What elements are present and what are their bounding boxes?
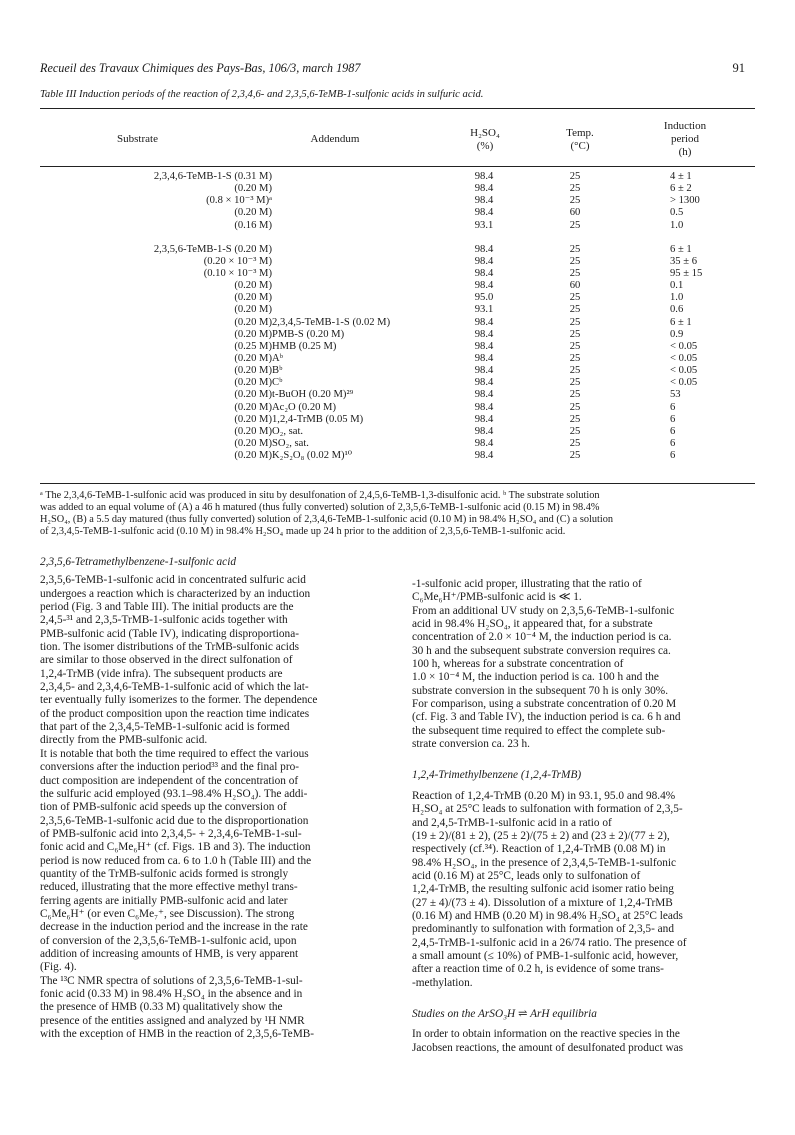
text-line: conversions after the induction period³³ and the final pro- [40,761,299,774]
induction-cell: 6 [670,450,676,462]
induction-cell: 0.1 [670,280,684,292]
col-header-h2so4-label: H₂SO₄ [470,127,500,139]
text-line: tion. The isomer distributions of the TrMB-sulfonic acids [40,641,299,654]
text-line: the presence of HMB (0.33 M) qualitatively show the [40,1001,283,1014]
substrate-cell: (0.16 M) [234,219,272,231]
col-header-addendum: Addendum [310,133,360,145]
text-line: of the product composition upon the reaction time indicates [40,707,310,720]
h2so4-cell: 98.4 [474,195,494,207]
col-header-induction-label: Induction [663,120,707,132]
text-line: respectively (cf.³⁴). Reaction of 1,2,4-TrMB (0.08 M) in [412,843,666,856]
substrate-cell: (0.20 M) [234,450,272,462]
right-paragraph-4 [412,1028,758,1055]
temp-cell: 25 [569,243,581,255]
induction-cell: 6 ± 2 [670,183,692,195]
footnote-line: ᵃ The 2,3,4,6-TeMB-1-sulfonic acid was produced in situ by desulfonation of 2,4,5,6-TeMB-1,3-disulfonic acid. ᵇ The substrate solution [40,490,600,501]
table-bottom-rule [40,483,755,484]
h2so4-cell: 93.1 [474,219,494,231]
addendum-cell: PMB-S (0.20 M) [272,328,345,340]
text-line: H₂SO₄ at 25°C leads to sulfonation with formation of 2,3,5- [412,803,683,816]
addendum-cell: 2,3,4,5-TeMB-1-S (0.02 M) [272,316,391,328]
temp-cell: 25 [569,255,581,267]
text-line: the subsequent time required to effect the complete sub- [412,724,666,737]
h2so4-cell: 98.4 [474,255,494,267]
text-line: (0.16 M) and HMB (0.20 M) in 98.4% H₂SO₄ at 25°C leads [412,909,683,922]
text-line: period (Fig. 3 and Table III). The initial products are the [40,601,294,614]
text-line: 30 h and the subsequent substrate conversion requires ca. [412,644,671,657]
temp-cell: 25 [569,401,581,413]
text-line: acid in 98.4% H₂SO₄, it appeared that, for a substrate [412,618,653,631]
temp-cell: 25 [569,365,581,377]
h2so4-cell: 98.4 [474,171,494,182]
text-line: 2,4,5-TrMB-1-sulfonic acid in a 26/74 ratio. The presence of [412,936,687,949]
text-line: C₆Me₆H⁺ (or even C₆Me₇⁺, see Discussion). The strong [40,907,295,920]
addendum-cell [272,244,452,256]
substrate-cell: (0.20 M) [234,437,272,449]
left-paragraph-1 [40,574,392,747]
text-line: From an additional UV study on 2,3,5,6-TeMB-1-sulfonic [412,604,675,617]
text-line: period is now reduced from ca. 6 to 1.0 h (Table III) and the [40,854,312,867]
substrate-cell: (0.8 × 10⁻³ M)ᵃ [206,195,272,207]
col-header-induction-unit: (h) [678,146,692,158]
induction-cell: 1.0 [670,219,684,231]
text-line: (cf. Fig. 3 and Table IV), the induction period is ca. 6 h and [412,711,681,724]
section-heading-trimethylbenzene: 1,2,4-Trimethylbenzene (1,2,4-TrMB) [412,769,582,782]
text-line: of PMB-sulfonic acid into 2,3,4,5- + 2,3,4,6-TeMB-1-sul- [40,827,302,840]
temp-cell: 25 [569,183,581,195]
table-header-rule [40,166,755,167]
induction-cell: 95 ± 15 [670,267,703,279]
induction-cell: 0.6 [670,304,684,316]
text-line: the sulfuric acid employed (93.1–98.4% H₂SO₄). The addi- [40,787,308,800]
text-line: decrease in the induction period and the increase in the rate [40,921,308,934]
text-line: reduced, illustrating that the more effective methyl trans- [40,881,298,894]
h2so4-cell: 98.4 [474,352,494,364]
addendum-cell [272,268,452,280]
text-line: with the exception of HMB in the reaction of 2,3,5,6-TeMB- [40,1028,315,1041]
text-line: quantity of the TrMB-sulfonic acids formed is strongly [40,867,289,880]
h2so4-cell: 98.4 [474,267,494,279]
text-line: (27 ± 4)/(73 ± 4). Dissolution of a mixture of 1,2,4-TrMB [412,896,673,909]
text-line: For comparison, using a substrate concentration of 0.20 M [412,698,677,711]
temp-cell: 60 [569,207,581,219]
col-header-temp-unit: (°C) [570,140,590,152]
right-paragraph-3 [412,790,758,990]
substrate-cell: (0.20 M) [234,377,272,389]
text-line: PMB-sulfonic acid (Table IV), indicating disproportiona- [40,627,299,640]
addendum-column [272,171,452,462]
temp-cell: 25 [569,352,581,364]
footnote-line: H₂SO₄, (B) a 5.5 day matured (thus fully converted) solution of 2,3,4,6-TeMB-1-sulfonic acid (0.10 M) in 98.4% H₂SO₄ and (C) a solution [40,514,614,526]
text-line: Reaction of 1,2,4-TrMB (0.20 M) in 93.1, 95.0 and 98.4% [412,789,676,802]
addendum-cell: t-BuOH (0.20 M)²⁹ [272,389,354,401]
h2so4-cell: 98.4 [474,401,494,413]
text-line: C₆Me₆H⁺/PMB-sulfonic acid is ≪ 1. [412,591,582,604]
induction-cell: 6 [670,413,676,425]
substrate-cell: (0.20 M) [234,207,272,219]
table-footnote [40,490,758,538]
substrate-cell: 2,3,5,6-TeMB-1-S (0.20 M) [153,243,272,255]
induction-cell: < 0.05 [670,365,698,377]
addendum-cell [272,304,452,316]
addendum-cell [272,280,452,292]
col-header-h2so4-unit: (%) [476,140,494,152]
h2so4-cell: 98.4 [474,413,494,425]
left-paragraph-2 [40,748,392,975]
text-line: 1,2,4-TrMB, the resulting sulfonic acid isomer ratio being [412,883,674,896]
temp-cell: 25 [569,219,581,231]
text-line: acid (0.16 M) at 25°C, leads only to sulfonation of [412,869,641,882]
text-line: substrate conversion in the subsequent 70 h is only 30%. [412,684,669,697]
text-line: strate conversion ca. 23 h. [412,738,530,751]
section-heading-equilibria: Studies on the ArSO₃H ⇌ ArH equilibria [412,1007,597,1020]
substrate-cell: (0.25 M) [234,340,272,352]
induction-column [670,171,750,462]
addendum-cell: SO₂, sat. [272,437,309,449]
h2so4-cell: 98.4 [474,340,494,352]
substrate-cell: (0.20 M) [234,401,272,413]
addendum-cell: 1,2,4-TrMB (0.05 M) [272,413,364,425]
induction-cell: < 0.05 [670,340,698,352]
h2so4-cell: 98.4 [474,450,494,462]
temp-cell: 25 [569,328,581,340]
footnote-line: of 2,3,4,5-TeMB-1-sulfonic acid (0.10 M) in 98.4% H₂SO₄ made up 24 h prior to the addition of 2,3,5,6-TeMB-1-sulfonic acid. [40,526,566,538]
substrate-cell: (0.20 × 10⁻³ M) [203,255,272,267]
substrate-cell: (0.10 × 10⁻³ M) [203,267,272,279]
text-line: fonic acid and C₆Me₆H⁺ (cf. Figs. 1B and 3). The induction [40,841,311,854]
temp-cell: 25 [569,425,581,437]
substrate-cell: (0.20 M) [234,328,272,340]
induction-cell: 6 [670,437,676,449]
text-line: 98.4% H₂SO₄, in the presence of 2,3,4,5-TeMB-1-sulfonic [412,856,677,869]
addendum-cell: Bᵇ [272,365,283,377]
temp-cell: 25 [569,316,581,328]
group-spacer [40,232,272,244]
h2so4-cell: 98.4 [474,280,494,292]
temp-cell: 25 [569,450,581,462]
table-caption: Table III Induction periods of the reaction of 2,3,4,6- and 2,3,5,6-TeMB-1-sulfonic acids in sulfuric acid. [40,89,484,100]
h2so4-cell: 98.4 [474,377,494,389]
temp-cell: 60 [569,280,581,292]
addendum-cell [272,256,452,268]
right-paragraph-2 [412,605,758,752]
page-number: 91 [732,61,745,75]
text-line: a small amount (≤ 10%) of PMB-1-sulfonic acid, however, [412,949,679,962]
text-line: Jacobsen reactions, the amount of desulfonated product was [412,1041,684,1054]
induction-cell: 0.9 [670,328,684,340]
temp-cell: 25 [569,195,581,207]
addendum-cell: HMB (0.25 M) [272,340,337,352]
h2so4-cell: 98.4 [474,365,494,377]
induction-cell: 6 [670,425,676,437]
text-line: The ¹³C NMR spectra of solutions of 2,3,5,6-TeMB-1-sul- [40,974,303,987]
induction-cell: 4 ± 1 [670,171,692,182]
group-spacer [670,232,750,244]
addendum-cell [272,292,452,304]
right-paragraph-1 [412,578,758,605]
induction-cell: < 0.05 [670,352,698,364]
h2so4-cell: 98.4 [474,328,494,340]
table-top-rule [40,108,755,109]
addendum-cell: Ac₂O (0.20 M) [272,401,337,413]
col-header-h2so4 [450,127,520,153]
addendum-cell: Cᵇ [272,377,283,389]
text-line: presence of the entities assigned and analyzed by ¹H NMR [40,1014,305,1027]
addendum-cell [272,220,452,232]
h2so4-cell: 98.4 [474,425,494,437]
col-header-temp-label: Temp. [566,127,594,139]
text-line: -1-sulfonic acid proper, illustrating that the ratio of [412,578,642,590]
text-line: It is notable that both the time required to effect the various [40,747,309,760]
substrate-cell: (0.20 M) [234,292,272,304]
temp-cell: 25 [569,437,581,449]
substrate-cell: (0.20 M) [234,352,272,364]
text-line: concentration of 2.0 × 10⁻⁴ M, the induction period is ca. [412,631,672,644]
induction-cell: 0.5 [670,207,684,219]
induction-cell: 53 [670,389,681,401]
induction-cell: 1.0 [670,292,684,304]
substrate-cell: (0.20 M) [234,413,272,425]
left-paragraph-3 [40,975,392,1042]
text-line: 2,3,5,6-TeMB-1-sulfonic acid due to the disproportionation [40,814,309,827]
h2so4-cell: 98.4 [474,316,494,328]
temp-cell: 25 [569,292,581,304]
substrate-column [40,171,272,462]
substrate-cell: (0.20 M) [234,183,272,195]
h2so4-cell: 98.4 [474,207,494,219]
h2so4-cell: 98.4 [474,183,494,195]
text-line: are similar to those observed in the direct sulfonation of [40,654,293,667]
addendum-cell [272,171,452,183]
group-spacer [460,232,508,244]
substrate-cell: (0.20 M) [234,280,272,292]
text-line: 1.0 × 10⁻⁴ M, the induction period is ca. 100 h and the [412,671,659,684]
text-line: 2,3,5,6-TeMB-1-sulfonic acid in concentrated sulfuric acid [40,574,306,587]
h2so4-cell: 98.4 [474,243,494,255]
induction-cell: 6 ± 1 [670,316,692,328]
substrate-cell: 2,3,4,6-TeMB-1-S (0.31 M) [153,171,272,182]
text-line: 100 h, whereas for a substrate concentration of [412,658,624,671]
text-line: -methylation. [412,976,473,989]
addendum-cell [272,183,452,195]
substrate-cell: (0.20 M) [234,316,272,328]
substrate-cell: (0.20 M) [234,389,272,401]
col-header-induction [635,120,735,159]
text-line: 2,4,5-³¹ and 2,3,5-TrMB-1-sulfonic acids together with [40,614,288,627]
addendum-cell: Aᵇ [272,352,283,364]
induction-cell: 6 ± 1 [670,243,692,255]
addendum-cell: K₂S₂O₈ (0.02 M)¹⁰ [272,450,353,462]
addendum-cell [272,207,452,219]
text-line: addition of increasing amounts of HMB, is very apparent [40,947,299,960]
temp-cell: 25 [569,377,581,389]
temp-cell: 25 [569,304,581,316]
text-line: 2,3,4,5- and 2,3,4,6-TeMB-1-sulfonic acid of which the lat- [40,681,309,694]
text-line: (19 ± 2)/(81 ± 2), (25 ± 2)/(75 ± 2) and (23 ± 2)/(77 ± 2), [412,829,670,842]
substrate-cell: (0.20 M) [234,304,272,316]
h2so4-column [460,171,508,462]
text-line: of conversion of the 2,3,5,6-TeMB-1-sulfonic acid, upon [40,934,297,947]
text-line: that part of the 2,3,4,5-TeMB-1-sulfonic acid is formed [40,721,290,734]
text-line: fonic acid (0.33 M) in 98.4% H₂SO₄ in the absence and in [40,988,303,1000]
section-heading-tetramethylbenzene: 2,3,5,6-Tetramethylbenzene-1-sulfonic acid [40,556,236,568]
group-spacer [272,232,452,244]
col-header-temp [545,127,615,153]
text-line: undergoes a reaction which is characterized by an induction [40,587,311,600]
text-line: (Fig. 4). [40,961,77,974]
text-line: ter eventually fully isomerizes to the former. The dependence [40,694,318,707]
temp-cell: 25 [569,171,581,182]
h2so4-cell: 93.1 [474,304,494,316]
col-header-substrate: Substrate [117,133,158,145]
induction-cell: 35 ± 6 [670,255,698,267]
induction-cell: > 1300 [670,195,700,207]
right-text-column [412,578,758,1055]
col-header-induction-label-2: period [670,133,700,145]
h2so4-cell: 98.4 [474,389,494,401]
text-line: and 2,4,5-TrMB-1-sulfonic acid in a ratio of [412,816,612,829]
text-line: predominantly to sulfonation with formation of 2,3,5- and [412,923,674,936]
text-line: 1,2,4-TrMB (vide infra). The subsequent products are [40,667,283,680]
temp-cell: 25 [569,389,581,401]
addendum-cell [272,195,452,207]
induction-cell: 6 [670,401,676,413]
footnote-line: was added to an equal volume of (A) a 46 h matured (thus fully converted) solution of 2,3,5,6-TeMB-1-sulfonic acid (0.15 M) in 98.4% [40,502,600,514]
group-spacer [555,232,595,244]
temp-cell: 25 [569,267,581,279]
h2so4-cell: 95.0 [474,292,494,304]
text-line: In order to obtain information on the reactive species in the [412,1028,680,1041]
text-line: ferring agents are initially PMB-sulfonic acid and later [40,894,288,907]
text-line: tion of PMB-sulfonic acid speeds up the conversion of [40,801,287,814]
substrate-cell: (0.20 M) [234,425,272,437]
running-head: Recueil des Travaux Chimiques des Pays-Bas, 106/3, march 1987 [40,61,361,75]
left-text-column [40,556,392,1041]
temp-cell: 25 [569,413,581,425]
temp-column [555,171,595,462]
text-line: duct composition are independent of the concentration of [40,774,299,787]
h2so4-cell: 98.4 [474,437,494,449]
text-line: after a reaction time of 0.2 h, is evidence of some trans- [412,963,664,976]
substrate-cell: (0.20 M) [234,365,272,377]
induction-cell: < 0.05 [670,377,698,389]
temp-cell: 25 [569,340,581,352]
addendum-cell: O₂, sat. [272,425,304,437]
text-line: directly from the PMB-sulfonic acid. [40,734,208,747]
